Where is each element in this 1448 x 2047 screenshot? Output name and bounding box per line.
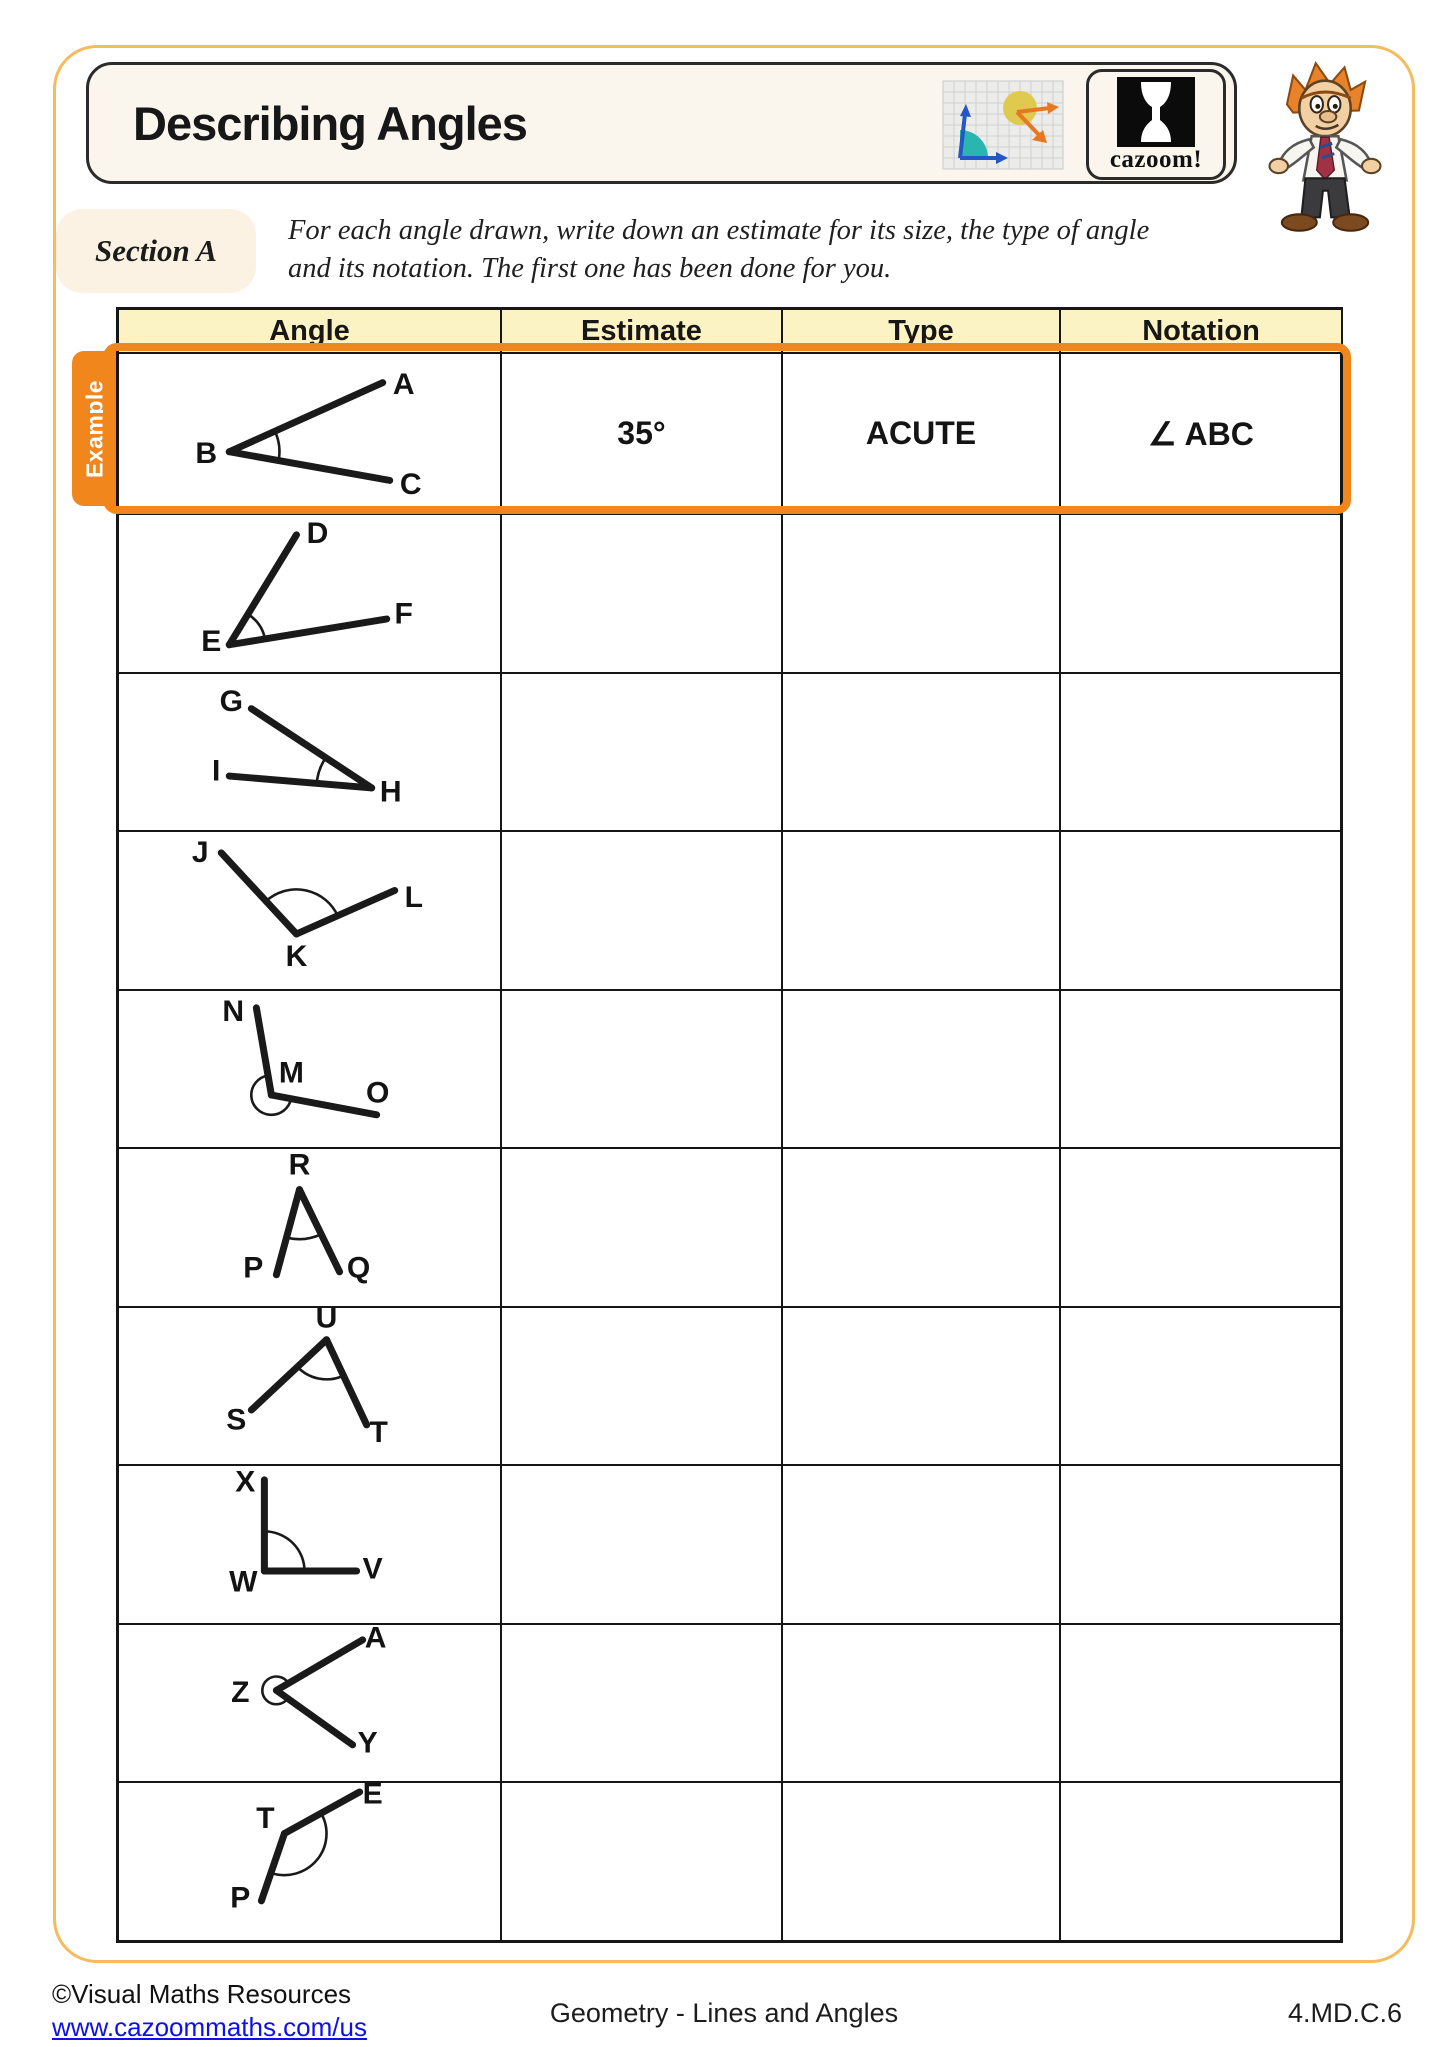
svg-text:U: U [315, 1307, 338, 1334]
svg-text:X: X [235, 1466, 256, 1499]
angles-illustration-icon [942, 80, 1064, 170]
svg-text:Q: Q [346, 1251, 371, 1285]
example-tab [72, 351, 118, 506]
estimate-cell [502, 1147, 783, 1306]
svg-text:J: J [191, 836, 209, 870]
angle-diagram [119, 1466, 500, 1623]
notation-cell [1061, 1781, 1341, 1940]
angle-diagram [119, 1149, 500, 1306]
type-cell [783, 1781, 1061, 1940]
header [86, 62, 1237, 184]
notation-cell [1061, 1464, 1341, 1623]
svg-text:T: T [369, 1415, 388, 1449]
svg-text:K: K [285, 940, 308, 974]
svg-text:A: A [392, 368, 415, 401]
svg-text:P: P [243, 1251, 264, 1285]
footer-copyright: ©Visual Maths Resources [52, 1979, 352, 2009]
angle-diagram [119, 1625, 500, 1782]
svg-text:G: G [219, 684, 243, 718]
type-cell [783, 830, 1061, 989]
section-a-text: Section A [94, 233, 217, 268]
type-cell [783, 1306, 1061, 1465]
angle-diagram-cell [119, 989, 502, 1148]
footer-url-link[interactable]: www.cazoommaths.com/us [52, 2012, 367, 2042]
cazoom-logo [1086, 69, 1226, 180]
angle-diagram [119, 1783, 500, 1940]
angle-diagram-cell [119, 1623, 502, 1782]
notation-cell: ∠ ABC [1061, 352, 1341, 513]
svg-text:Y: Y [357, 1725, 378, 1759]
svg-text:H: H [379, 774, 402, 808]
section-a-label [56, 209, 256, 293]
instructions [288, 212, 1228, 288]
svg-text:Z: Z [231, 1675, 250, 1709]
svg-text:E: E [362, 1783, 383, 1811]
estimate-cell [502, 1781, 783, 1940]
type-cell [783, 989, 1061, 1148]
angle-diagram [119, 354, 500, 513]
angle-diagram-cell [119, 1147, 502, 1306]
svg-text:W: W [229, 1565, 258, 1599]
svg-text:N: N [222, 994, 245, 1028]
angles-table [116, 307, 1343, 1943]
type-cell: ACUTE [783, 352, 1061, 513]
angle-diagram [119, 515, 500, 672]
notation-cell [1061, 989, 1341, 1148]
angle-diagram [119, 991, 500, 1148]
logo-text: cazoom! [1109, 146, 1203, 173]
column-header-notation: Notation [1061, 310, 1341, 352]
angle-diagram-cell [119, 1781, 502, 1940]
angle-diagram-cell [119, 830, 502, 989]
svg-text:P: P [230, 1881, 251, 1915]
svg-text:R: R [288, 1149, 311, 1182]
svg-text:F: F [394, 597, 413, 631]
estimate-cell [502, 672, 783, 831]
notation-cell [1061, 513, 1341, 672]
svg-text:V: V [362, 1552, 383, 1586]
svg-text:C: C [399, 467, 422, 501]
angle-diagram [119, 674, 500, 831]
notation-cell [1061, 830, 1341, 989]
footer-standard-code: 4.MD.C.6 [1287, 1998, 1402, 2028]
angle-diagram [119, 832, 500, 989]
svg-text:I: I [212, 754, 221, 787]
angle-diagram-cell [119, 352, 502, 513]
svg-text:O: O [365, 1076, 390, 1109]
type-cell [783, 513, 1061, 672]
type-cell [783, 1623, 1061, 1782]
svg-text:A: A [364, 1624, 387, 1654]
estimate-cell [502, 1306, 783, 1465]
page-title: Describing Angles [133, 96, 527, 150]
notation-cell [1061, 672, 1341, 831]
notation-cell [1061, 1306, 1341, 1465]
estimate-cell [502, 513, 783, 672]
svg-text:M: M [278, 1056, 304, 1090]
angle-diagram-cell [119, 1306, 502, 1465]
type-cell [783, 1464, 1061, 1623]
example-tab-label: Example [81, 379, 108, 478]
column-header-estimate: Estimate [502, 310, 783, 352]
angle-diagram-cell [119, 672, 502, 831]
estimate-cell [502, 989, 783, 1148]
estimate-cell [502, 830, 783, 989]
notation-cell [1061, 1147, 1341, 1306]
column-header-type: Type [783, 310, 1061, 352]
svg-text:B: B [195, 437, 218, 471]
angle-diagram-cell [119, 513, 502, 672]
estimate-cell [502, 1464, 783, 1623]
svg-text:D: D [306, 517, 329, 551]
svg-text:L: L [404, 880, 423, 914]
goblet-icon [1117, 77, 1195, 147]
instructions-line-2: and its notation. The first one has been done for you. [288, 253, 892, 284]
angle-diagram-cell [119, 1464, 502, 1623]
instructions-line-1: For each angle drawn, write down an estimate for its size, the type of angle [288, 215, 1150, 246]
estimate-cell [502, 1623, 783, 1782]
footer-center: Geometry - Lines and Angles [549, 1998, 899, 2028]
svg-text:S: S [226, 1403, 247, 1436]
column-header-angle: Angle [119, 310, 502, 352]
svg-text:E: E [201, 625, 222, 659]
type-cell [783, 1147, 1061, 1306]
notation-cell [1061, 1623, 1341, 1782]
type-cell [783, 672, 1061, 831]
svg-text:T: T [256, 1802, 275, 1836]
angle-diagram [119, 1308, 500, 1465]
estimate-cell: 35° [502, 352, 783, 513]
mascot-character [1245, 55, 1405, 240]
